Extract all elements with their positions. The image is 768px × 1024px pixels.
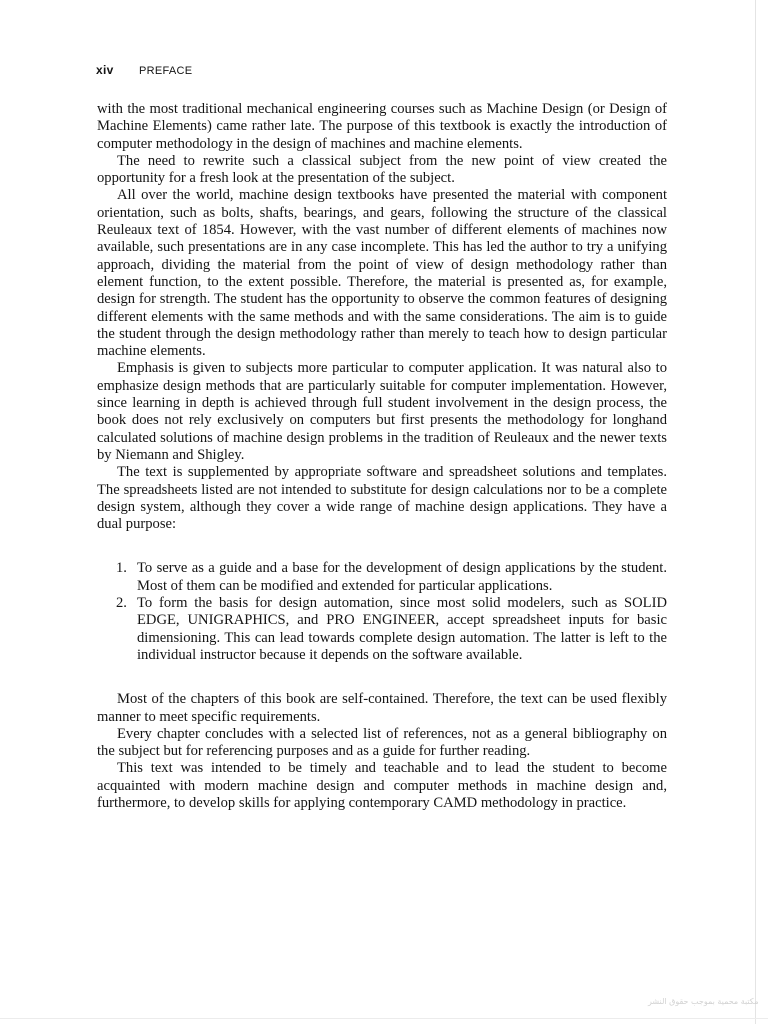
body-text [97,101,667,812]
section-title: PREFACE [138,65,193,77]
page-number: xiv [96,63,114,77]
list-item [97,560,667,595]
paragraph: Emphasis is given to subjects more particular to computer application. It was natural also to emphasize design methods that are particularly suitable for computer implementation. However, since learning in depth is achieved through full student involvement in the design process, the book does not rely exclusively on computers but first presents the methodology for longhand calculated solutions of machine design problems in the tradition of Reuleaux and the newer texts by Niemann and Shigley. [97,360,667,463]
page-edge-right [755,0,756,1024]
numbered-list [97,560,667,664]
page-edge-bottom [0,1018,768,1019]
watermark: مكتبة محمية بموجب حقوق النشر [648,997,759,1006]
running-head [96,63,192,77]
paragraph: with the most traditional mechanical engineering courses such as Machine Design (or Design of Machine Elements) came rather late. The purpose of this textbook is exactly the introduction of computer methodology in the design of machines and machine elements. [97,101,667,152]
paragraph: Most of the chapters of this book are self-contained. Therefore, the text can be used flexibly manner to meet specific requirements. [97,691,667,725]
list-item-text: To form the basis for design automation, since most solid modelers, such as SOLID EDGE, UNIGRAPHICS, and PRO ENGINEER, accept spreadsheet inputs for basic dimensioning. This can lead towards complete design automation. The latter is left to the individual instructor because it depends on the software available. [137,595,667,663]
list-item [97,595,667,664]
paragraph: The need to rewrite such a classical subject from the new point of view created the opportunity for a fresh look at the presentation of the subject. [97,152,667,187]
paragraph: All over the world, machine design textbooks have presented the material with component orientation, such as bolts, shafts, bearings, and gears, following the structure of the classical Reuleaux text of 1854. However, with the vast number of different elements of machines now available, such presentations are in any case incomplete. This has led the author to try a unifying approach, dividing the material from the point of view of design methodology rather than element function, to the extent possible. Therefore, the material is presented as, for example, design for strength. The student has the opportunity to observe the common features of designing different elements with the same methods and with the same considerations. The aim is to guide the student through the design methodology rather than merely to teach how to design particular machine elements. [97,187,667,360]
paragraph: This text was intended to be timely and teachable and to lead the student to become acquainted with modern machine design and computer methods in machine design and, furthermore, to develop skills for applying contemporary CAMD methodology in practice. [97,760,667,811]
list-item-text: To serve as a guide and a base for the development of design applications by the student. Most of them can be modified and extended for particular applications. [137,560,667,594]
paragraph: The text is supplemented by appropriate software and spreadsheet solutions and templates. The spreadsheets listed are not intended to substitute for design calculations nor to be a complete design system, although they cover a wide range of machine design applications. They have a dual purpose: [97,464,667,533]
list-item-number: 2. [116,595,127,612]
paragraph: Every chapter concludes with a selected list of references, not as a general bibliography on the subject but for referencing purposes and as a guide for further reading. [97,725,667,760]
list-item-number: 1. [116,560,127,577]
